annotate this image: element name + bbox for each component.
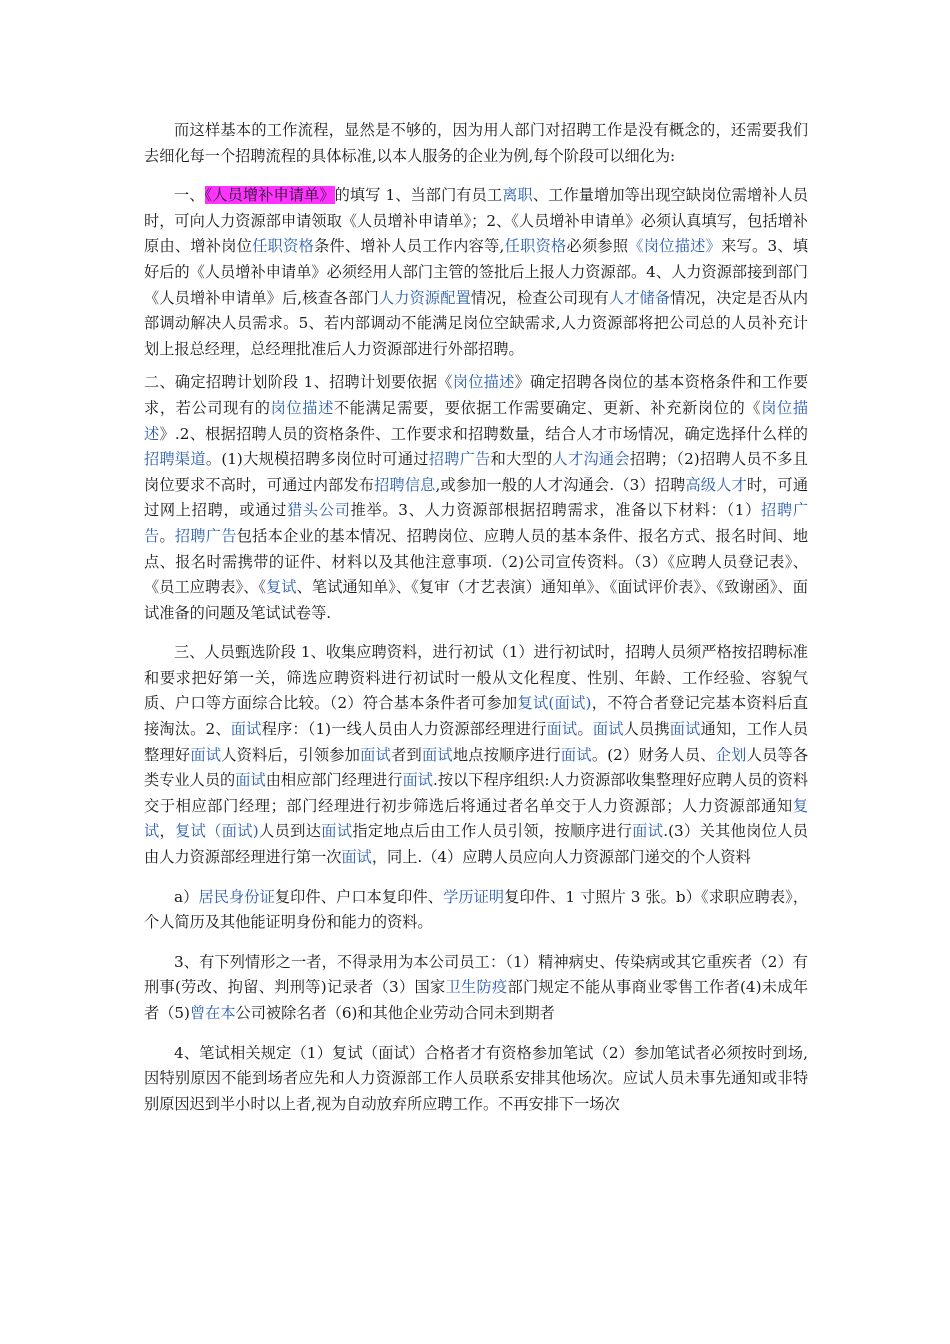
keyword-link[interactable]: 曾在本 <box>189 1004 236 1022</box>
intro-paragraph <box>144 118 808 169</box>
keyword-link[interactable]: 面试 <box>190 745 222 764</box>
keyword-link[interactable]: 居民身份证 <box>198 887 275 906</box>
keyword-link[interactable]: 离职 <box>502 186 533 205</box>
text-segment: 。 <box>577 720 593 739</box>
section-1-paragraph <box>144 183 808 362</box>
keyword-link[interactable]: 复试 <box>144 796 808 841</box>
keyword-link[interactable]: 面试 <box>230 720 262 739</box>
text-segment: 二、确定招聘计划阶段 1、招聘计划要依据《 <box>144 373 453 392</box>
keyword-link[interactable]: 面试 <box>421 745 453 764</box>
keyword-link[interactable]: 复试 <box>266 578 297 597</box>
keyword-link[interactable]: 岗位描述 <box>270 398 334 417</box>
text-segment: 3、有下列情形之一者，不得录用为本公司员工：（1）精神病史、传染病或其它重疾者（2）有刑事(劳改、拘留、判刑等)记录者（3）国家 <box>144 952 808 997</box>
keyword-link[interactable]: 任职资格 <box>252 237 315 256</box>
keyword-link[interactable]: 岗位描述 <box>144 398 809 443</box>
text-segment: ,或参加一般的人才沟通会.（3）招聘 <box>435 475 686 494</box>
text-segment: 通知，工作人员整理好 <box>144 720 809 764</box>
text-segment: 招聘；（2)招聘人员不多且岗位要求不高时，可通过内部发布 <box>144 450 808 494</box>
keyword-link[interactable]: 招聘广告 <box>428 450 491 469</box>
text-segment: 而这样基本的工作流程，显然是不够的，因为用人部门对招聘工作是没有概念的，还需要我们去细化每一个招聘流程的具体标准,以本人服务的企业为例,每个阶段可以细化为: <box>144 121 808 165</box>
keyword-link[interactable]: 招聘广告 <box>144 501 809 545</box>
keyword-link[interactable]: 学历证明 <box>443 887 505 906</box>
section-3-paragraph <box>144 640 808 870</box>
keyword-link[interactable]: 面试 <box>669 720 701 739</box>
text-segment: 来写。3、填好后的《人员增补申请单》必须经用人部门主管的签批后上报人力资源部。4、人力资源部接到部门《人员增补申请单》后,核查各部门 <box>144 237 809 307</box>
written-test-paragraph <box>144 1041 808 1118</box>
exclusion-paragraph <box>144 950 808 1027</box>
text-segment: .按以下程序组织:人力资源部收集整理好应聘人员的资料交于相应部门经理；部门经理进行初步筛选后将通过者名单交于人力资源部；人力资源部通知 <box>144 771 809 815</box>
text-segment: ，同上.（4）应聘人员应向人力资源部门递交的个人资料 <box>371 848 751 867</box>
keyword-link[interactable]: 面试 <box>592 720 624 739</box>
text-segment: 复印件、户口本复印件、 <box>274 887 444 906</box>
keyword-link[interactable]: 面试 <box>235 771 266 790</box>
text-segment: 地点按顺序进行 <box>452 745 561 764</box>
keyword-link[interactable]: 招聘信息 <box>374 475 436 494</box>
text-segment: 人员携 <box>623 720 670 739</box>
text-segment: 程序：（1)一线人员由人力资源部经理进行 <box>261 720 547 739</box>
text-segment: 一、 <box>174 186 205 205</box>
text-segment: 、工作量增加等出现空缺岗位需增补人员时，可向人力资源部申请领取《人员增补申请单》；2、《人员增补申请单》必须认真填写，包括增补原由、增补岗位 <box>144 186 809 256</box>
text-segment: 。(1)大规模招聘多岗位时可通过 <box>205 450 429 469</box>
keyword-link[interactable]: 岗位描述 <box>452 373 515 392</box>
text-segment: 人员等各类专业人员的 <box>144 745 809 790</box>
text-segment: 公司被除名者（6)和其他企业劳动合同未到期者 <box>235 1004 555 1022</box>
text-segment: .(3）关其他岗位人员由人力资源部经理进行第一次 <box>144 822 809 867</box>
text-segment: 推举。3、人力资源部根据招聘需求，准备以下材料：（1） <box>350 501 762 520</box>
text-segment: 时，可通过网上招聘，或通过 <box>144 475 809 520</box>
keyword-link[interactable]: 面试 <box>402 771 433 790</box>
text-segment: 人资料后，引领参加 <box>221 745 361 764</box>
text-segment: 不能满足需要，要依据工作需要确定、更新、补充新岗位的《 <box>333 398 762 417</box>
keyword-link[interactable]: 面试 <box>360 745 392 764</box>
text-segment: 者到 <box>391 745 422 764</box>
text-segment: 包括本企业的基本情况、招聘岗位、应聘人员的基本条件、报名方式、报名时间、地点、报名时需携带的证件、材料以及其他注意事项.（2)公司宣传资料。（3）《应聘人员登记表》、《员工应聘表》、《 <box>144 526 809 597</box>
text-segment: 指定地点后由工作人员引领，按顺序进行 <box>352 822 633 841</box>
text-segment: 和大型的 <box>490 450 553 469</box>
keyword-link[interactable]: 复试（面试) <box>175 822 259 841</box>
materials-paragraph <box>144 885 808 936</box>
keyword-link[interactable]: 面试 <box>632 822 664 841</box>
keyword-link[interactable]: 招聘广告 <box>174 526 237 545</box>
keyword-link[interactable]: 《岗位描述》 <box>628 237 722 256</box>
keyword-link[interactable]: 人才储备 <box>608 288 671 307</box>
keyword-link[interactable]: 面试 <box>560 745 592 764</box>
text-segment: 情况，检查公司现有 <box>470 288 609 307</box>
text-segment: 、笔试通知单》、《复审（才艺表演）通知单》、《面试评价表》、《致谢函》、面试准备的问题及笔试试卷等. <box>144 578 808 622</box>
text-segment: ， <box>159 822 176 841</box>
text-segment: 由相应部门经理进行 <box>265 771 403 790</box>
text-segment: 三、人员甄选阶段 1、收集应聘资料，进行初试（1）进行初试时，招聘人员须严格按招聘标准和要求把好第一关，筛选应聘资料进行初试时一般从文化程度、性别、年龄、工作经验、容貌气质、户口等方面综合比较。（2）符合基本条件者可参加 <box>144 643 808 713</box>
document-page <box>144 118 808 1131</box>
keyword-link[interactable]: 复试(面试) <box>517 694 592 713</box>
text-segment: 》确定招聘各岗位的基本资格条件和工作要求，若公司现有的 <box>144 373 809 417</box>
keyword-link[interactable]: 卫生防疫 <box>445 978 508 997</box>
keyword-link[interactable]: 猎头公司 <box>287 501 351 520</box>
keyword-link[interactable]: 面试 <box>341 848 372 867</box>
keyword-link[interactable]: 人才沟通会 <box>552 450 630 469</box>
keyword-link[interactable]: 面试 <box>321 822 353 841</box>
keyword-link[interactable]: 面试 <box>546 720 578 739</box>
highlighted-text: 《人员增补申请单》 <box>204 186 335 205</box>
text-segment: 人员到达 <box>258 822 322 841</box>
text-segment: 条件、增补人员工作内容等, <box>314 237 505 256</box>
section-2-paragraph <box>144 370 808 626</box>
keyword-link[interactable]: 任职资格 <box>504 237 567 256</box>
text-segment: 》.2、根据招聘人员的资格条件、工作要求和招聘数量，结合人才市场情况，确定选择什么样的 <box>159 424 808 443</box>
text-segment: 必须参照 <box>566 237 629 256</box>
text-segment: 的填写 1、当部门有员工 <box>334 186 503 205</box>
text-segment: 。(2）财务人员、 <box>591 745 716 764</box>
text-segment: 4、笔试相关规定（1）复试（面试）合格者才有资格参加笔试（2）参加笔试者必须按时到场,因特别原因不能到场者应先和人力资源部工作人员联系安排其他场次。应试人员未事先通知或非特别原因迟到半小时以上者,视为自动放弃所应聘工作。不再安排下一场次 <box>144 1043 808 1113</box>
text-segment: a） <box>174 887 199 906</box>
keyword-link[interactable]: 企划 <box>715 745 747 764</box>
text-segment: 。 <box>159 526 175 545</box>
text-segment: 复印件、1 寸照片 3 张。b）《求职应聘表》，个人简历及其他能证明身份和能力的资料。 <box>144 887 809 932</box>
text-segment: 部门规定不能从事商业零售工作者(4)未成年者（5) <box>144 978 809 1022</box>
keyword-link[interactable]: 高级人才 <box>685 475 747 494</box>
keyword-link[interactable]: 人力资源配置 <box>378 288 471 307</box>
text-segment: 情况，决定是否从内部调动解决人员需求。5、若内部调动不能满足岗位空缺需求,人力资源部将把公司总的人员补充计划上报总经理，总经理批准后人力资源部进行外部招聘。 <box>144 288 809 358</box>
keyword-link[interactable]: 招聘渠道 <box>144 450 206 469</box>
text-segment: ，不符合者登记完基本资料后直接淘汰。2、 <box>144 694 809 739</box>
